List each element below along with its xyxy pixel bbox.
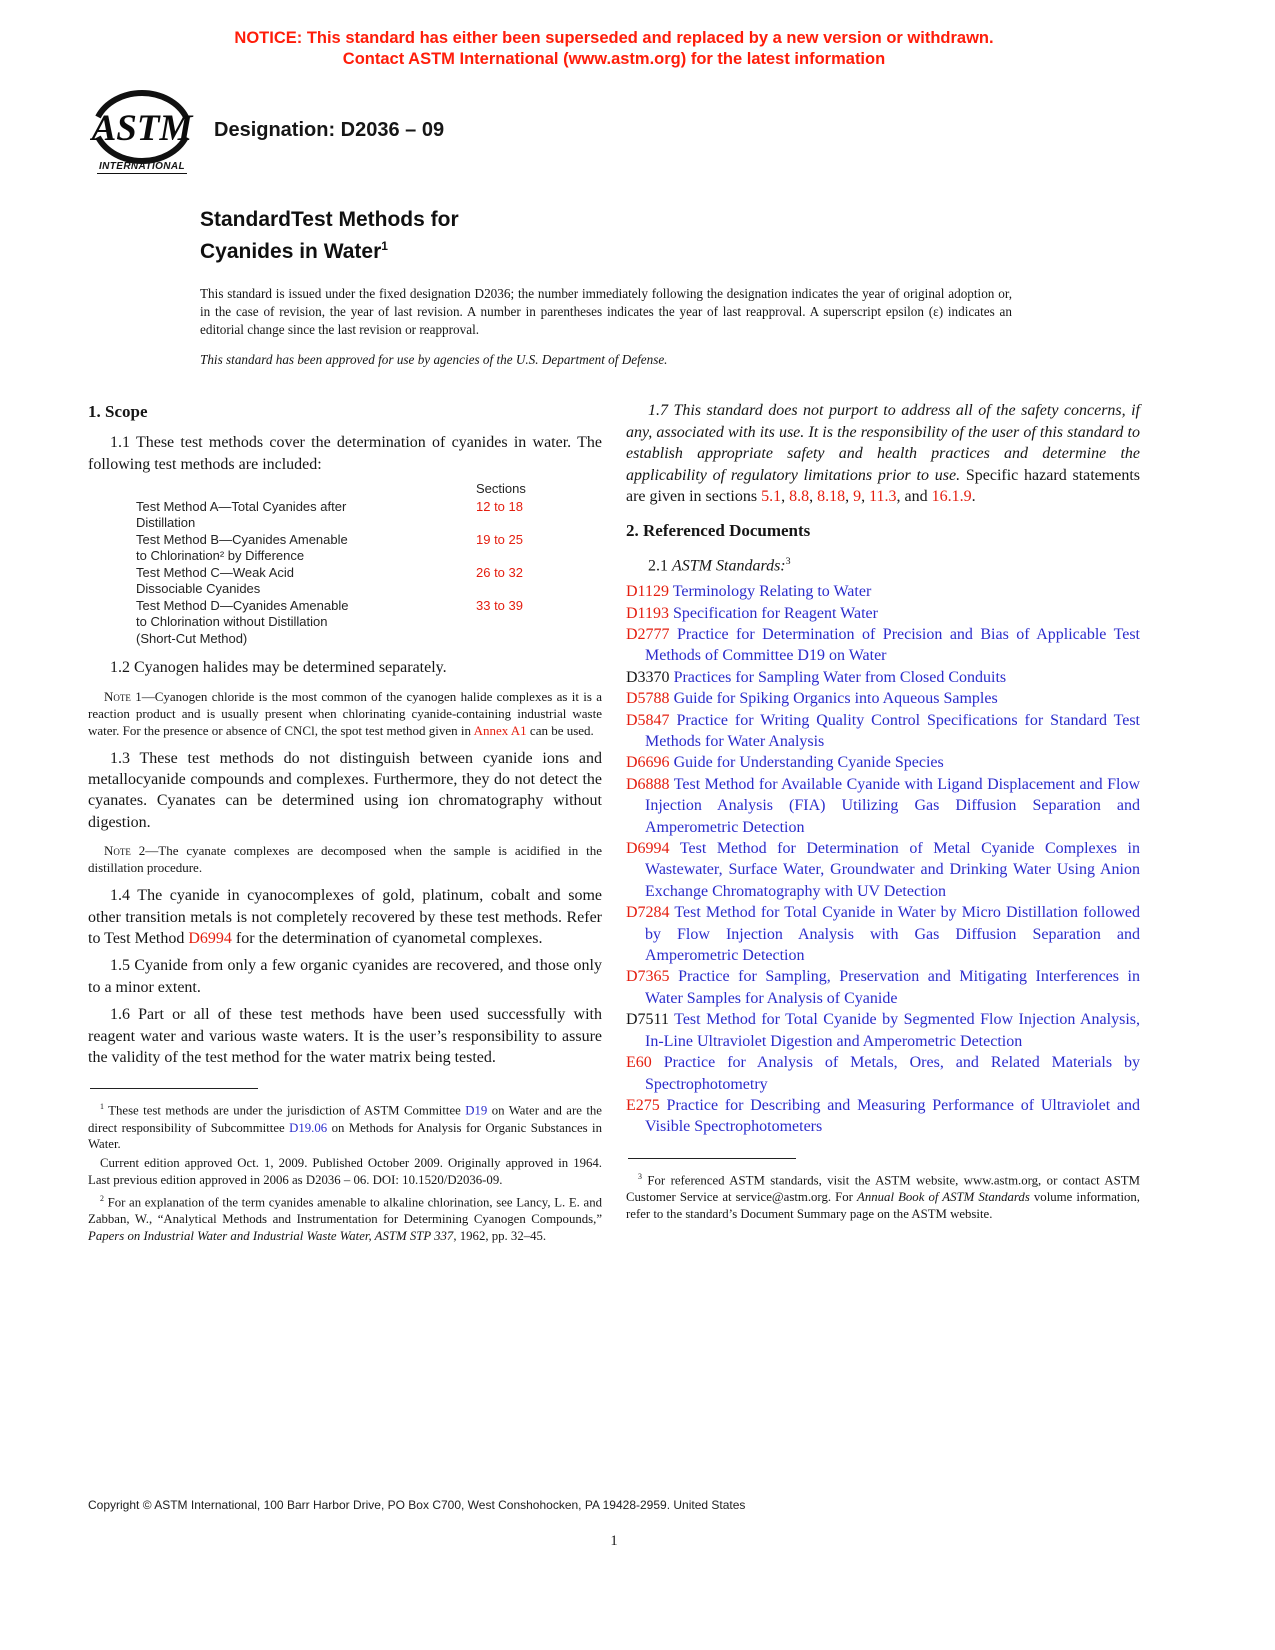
sections-link[interactable]: 12 to 18	[476, 498, 523, 514]
reference-code[interactable]: D3370	[626, 668, 670, 686]
method-label-line: Test Method D—Cyanides Amenable	[136, 597, 349, 613]
title-footnote-ref: 1	[381, 239, 388, 253]
reference-title[interactable]: Practice for Analysis of Metals, Ores, and Related Materials by Spectrophotometry	[645, 1054, 1141, 1093]
reference-item	[626, 624, 1140, 667]
reference-item	[626, 966, 1140, 1009]
reference-item	[626, 710, 1140, 753]
footnote-rule-left	[90, 1088, 258, 1089]
reference-code[interactable]: D5847	[626, 711, 670, 729]
reference-item	[626, 1009, 1140, 1052]
reference-title[interactable]: Specification for Reagent Water	[672, 604, 878, 622]
reference-code[interactable]: D2777	[626, 625, 670, 643]
method-label-line: Dissociable Cyanides	[136, 581, 261, 597]
footnote-3-italic-title: Annual Book of ASTM Standards	[857, 1189, 1030, 1204]
note-2	[88, 842, 602, 876]
para-1-7-italic: 1.7 This standard does not purport to address all of the safety concerns, if any, associated with its use. It is the responsibility of the user of this standard to establish appropriate safety and health practices and determine the applicability of regulatory limitations prior to use.	[626, 402, 1140, 484]
reference-title[interactable]: Practice for Sampling, Preservation and Mitigating Interferences in Water Samples for Analysis of Cyanide	[645, 968, 1140, 1007]
reference-code[interactable]: E60	[626, 1054, 652, 1072]
reference-title[interactable]: Guide for Spiking Organics into Aqueous Samples	[673, 690, 998, 708]
reference-code[interactable]: D6994	[626, 840, 670, 858]
section-ref-8-18-link[interactable]: 8.18	[817, 488, 846, 506]
section-ref-16-1-9-link[interactable]: 16.1.9	[931, 488, 972, 506]
astm-standards-label: ASTM Standards:	[672, 557, 786, 575]
table-row-method-c	[136, 565, 602, 598]
footnote-3-ref: 3	[785, 556, 791, 568]
sections-link[interactable]: 19 to 25	[476, 531, 523, 547]
method-label-line: Test Method C—Weak Acid	[136, 564, 294, 580]
reference-item	[626, 1052, 1140, 1095]
document-title	[200, 206, 1012, 265]
issue-statement: This standard is issued under the fixed designation D2036; the number immediately following the designation indicates the year of original adoption or, in the case of revision, the year of last revision. A number in parentheses indicates the year of last reapproval. A superscript epsilon (ε) indicates an editorial change since the last revision or reapproval.	[200, 286, 1012, 337]
method-c-sections	[476, 565, 523, 582]
para-1-3: 1.3 These test methods do not distinguish between cyanide ions and metallocyanide compounds and complexes. Furthermore, they do not detect the cyanates. Cyanates can be determined using ion chromatography without digestion.	[88, 749, 602, 831]
reference-item	[626, 688, 1140, 709]
para-1-6: 1.6 Part or all of these test methods have been used successfully with reagent water and various waste waters. It is the user’s responsibility to assure the validity of the test method for the water matrix being tested.	[88, 1006, 602, 1067]
para-1-5: 1.5 Cyanide from only a few organic cyanides are recovered, and those only to a minor extent.	[88, 957, 602, 996]
footnote-2-marker: 2	[100, 1193, 104, 1203]
para-1-1: 1.1 These test methods cover the determination of cyanides in water. The following test methods are included:	[88, 434, 602, 473]
footnote-2	[88, 1191, 602, 1245]
note-1-text: Cyanogen chloride is the most common of the cyanogen halide complexes as it is a reaction product and is usually present when chlorinating cyanide-containing industrial waste water. For the presence or absence of CNCl, the spot test method given in	[88, 688, 602, 738]
footnote-1-edition: Current edition approved Oct. 1, 2009. Published October 2009. Originally approved in 1964. Last previous edition approved in 2006 as D2036 – 06. DOI: 10.1520/D2036-09.	[88, 1156, 602, 1187]
method-label-line: Test Method B—Cyanides Amenable	[136, 531, 348, 547]
note-1-text-end: can be used.	[526, 722, 594, 738]
reference-title[interactable]: Test Method for Available Cyanide with Ligand Displacement and Flow Injection Analysis (FIA) Utilizing Gas Diffusion Separation and Amperometric Detection	[645, 775, 1140, 836]
copyright-line: Copyright © ASTM International, 100 Barr Harbor Drive, PO Box C700, West Conshohocken, PA 19428-2959. United States	[88, 1498, 746, 1512]
para-1-4	[88, 885, 602, 949]
doc-title-line-2: Cyanides in Water	[200, 240, 382, 263]
footnote-1-marker: 1	[100, 1102, 104, 1112]
separator: ,	[781, 488, 790, 506]
reference-code[interactable]: D5788	[626, 690, 670, 708]
reference-item	[626, 667, 1140, 688]
method-c-label	[136, 565, 476, 598]
document-header	[88, 80, 1140, 180]
reference-item	[626, 581, 1140, 602]
reference-item	[626, 1095, 1140, 1138]
note-1-label: Note 1—	[104, 688, 155, 704]
reference-title[interactable]: Practice for Writing Quality Control Specifications for Standard Test Methods for Water Analysis	[645, 711, 1141, 750]
astm-logo-text: ASTM	[91, 107, 193, 149]
para-1-7-roman: Specific hazard statements are given in sections	[626, 466, 1141, 506]
reference-title[interactable]: Test Method for Total Cyanide by Segmented Flow Injection Analysis, In-Line Ultraviolet Digestion and Amperometric Detection	[645, 1011, 1141, 1050]
left-column	[88, 400, 602, 1246]
footnote-1	[88, 1099, 602, 1153]
committee-d19-link[interactable]: D19	[465, 1103, 488, 1118]
footnote-3	[626, 1169, 1140, 1223]
separator: ,	[845, 488, 854, 506]
reference-code[interactable]: D7365	[626, 968, 670, 986]
reference-title[interactable]: Test Method for Total Cyanide in Water by Micro Distillation followed by Flow Injection Analysis with Gas Diffusion Separation and Amperometric Detection	[645, 904, 1140, 965]
reference-list	[626, 581, 1140, 1138]
dod-approval-note: This standard has been approved for use by agencies of the U.S. Department of Defense.	[200, 352, 668, 368]
para-1-7	[626, 400, 1140, 507]
table-row-method-b	[136, 532, 602, 565]
d6994-link[interactable]: D6994	[188, 930, 232, 948]
reference-title[interactable]: Practice for Determination of Precision and Bias of Applicable Test Methods of Committee D19 on Water	[645, 625, 1141, 665]
footnote-3-marker: 3	[638, 1171, 642, 1181]
method-label-line: Distillation	[136, 515, 196, 531]
reference-code[interactable]: D7511	[626, 1011, 669, 1029]
reference-item	[626, 838, 1140, 902]
para-2-1	[626, 551, 1140, 577]
test-methods-table	[136, 481, 602, 647]
sections-link[interactable]: 33 to 39	[476, 597, 523, 613]
footnote-2-text-end: , 1962, pp. 32–45.	[453, 1228, 547, 1243]
para-1-2: 1.2 Cyanogen halides may be determined separately.	[110, 659, 447, 677]
footnote-1-text-mid: on Water and are the direct responsibility of Subcommittee	[88, 1103, 602, 1135]
separator: ,	[809, 488, 818, 506]
footnote-2-text: For an explanation of the term cyanides amenable to alkaline chlorination, see Lancy, L. E. and Zabban, W., “Analytical Methods and Instrumentation for Determining Cyanogen Compounds,”	[88, 1195, 602, 1226]
method-a-sections	[476, 499, 523, 516]
table-row-method-d	[136, 598, 602, 648]
right-column	[626, 400, 1140, 1246]
footnote-1-text: These test methods are under the jurisdiction of ASTM Committee	[103, 1103, 466, 1118]
designation: Designation: D2036 – 09	[214, 118, 445, 141]
reference-code[interactable]: D1129	[626, 583, 669, 601]
separator: , and	[896, 488, 932, 506]
reference-title[interactable]: Practice for Describing and Measuring Performance of Ultraviolet and Visible Spectrophotometers	[645, 1096, 1141, 1136]
reference-code[interactable]: D6888	[626, 775, 670, 793]
sections-link[interactable]: 26 to 32	[476, 564, 523, 580]
section-ref-9-link[interactable]: 9	[853, 488, 862, 506]
reference-code[interactable]: D6696	[626, 754, 670, 772]
method-d-sections	[476, 598, 523, 615]
reference-code[interactable]: D1193	[626, 604, 669, 622]
footnote-3-text-end: volume information, refer to the standard’s Document Summary page on the ASTM website.	[626, 1189, 1140, 1221]
section-ref-11-3-link[interactable]: 11.3	[869, 488, 897, 506]
method-label-line: to Chlorination² by Difference	[136, 548, 305, 564]
table-header-sections: Sections	[476, 481, 526, 497]
astm-logo-graphic	[90, 87, 194, 167]
period: .	[971, 488, 976, 506]
separator: ,	[861, 488, 870, 506]
footnote-rule-right	[628, 1158, 796, 1159]
method-b-sections	[476, 532, 523, 549]
reference-item	[626, 774, 1140, 838]
para-1-4-text-end: for the determination of cyanometal complexes.	[231, 930, 543, 948]
section-ref-8-8-link[interactable]: 8.8	[789, 488, 810, 506]
reference-code[interactable]: E275	[626, 1096, 660, 1114]
doc-title-line-1: StandardTest Methods for	[200, 208, 459, 231]
notice-line-2: Contact ASTM International (www.astm.org) for the latest information	[342, 50, 886, 68]
method-d-label	[136, 598, 476, 648]
method-label-line: to Chlorination without Distillation	[136, 614, 328, 630]
footnote-3-text: For referenced ASTM standards, visit the ASTM website, www.astm.org, or contact ASTM Customer Service at service@astm.org. For	[626, 1172, 1140, 1204]
section-ref-5-1-link[interactable]: 5.1	[761, 488, 782, 506]
page-number: 1	[610, 1533, 618, 1549]
referenced-documents-heading: 2. Referenced Documents	[626, 521, 811, 541]
note-1	[88, 688, 602, 739]
footnote-2-italic-title: Papers on Industrial Water and Industrial Waste Water, ASTM STP 337	[88, 1228, 454, 1243]
method-label-line: (Short-Cut Method)	[136, 630, 248, 646]
withdrawal-notice	[88, 0, 1140, 70]
title-block	[200, 206, 1012, 368]
reference-item	[626, 902, 1140, 966]
two-column-body	[88, 400, 1140, 1246]
reference-title[interactable]: Test Method for Determination of Metal Cyanide Complexes in Wastewater, Surface Water, Groundwater and Drinking Water Using Anion Exchange Chromatography with UV Detection	[645, 840, 1140, 900]
method-b-label	[136, 532, 476, 565]
logo-international-label: INTERNATIONAL	[98, 160, 186, 172]
footnote-1-text-end: on Methods for Analysis for Organic Substances in Water.	[88, 1120, 602, 1152]
reference-item	[626, 752, 1140, 773]
scope-heading: 1. Scope	[88, 402, 148, 422]
reference-item	[626, 603, 1140, 624]
para-2-1-number: 2.1	[648, 557, 672, 575]
astm-logo	[88, 87, 196, 174]
reference-title[interactable]: Practices for Sampling Water from Closed Conduits	[673, 668, 1007, 686]
note-2-text: The cyanate complexes are decomposed when the sample is acidified in the distillation procedure.	[88, 843, 602, 876]
para-1-4-text: 1.4 The cyanide in cyanocomplexes of gold, platinum, cobalt and some other transition metals is not completely recovered by these test methods. Refer to Test Method	[88, 887, 602, 948]
notice-line-1: NOTICE: This standard has either been superseded and replaced by a new version or withdrawn.	[234, 29, 994, 47]
method-a-label	[136, 499, 476, 532]
annex-a1-link[interactable]: Annex A1	[473, 722, 527, 738]
method-label-line: Test Method A—Total Cyanides after	[136, 498, 347, 514]
note-2-label: Note 2—	[104, 843, 159, 859]
reference-title[interactable]: Guide for Understanding Cyanide Species	[673, 754, 944, 772]
table-row-method-a	[136, 499, 602, 532]
reference-title[interactable]: Terminology Relating to Water	[672, 583, 872, 601]
subcommittee-d19-06-link[interactable]: D19.06	[289, 1120, 328, 1135]
reference-code[interactable]: D7284	[626, 904, 670, 922]
